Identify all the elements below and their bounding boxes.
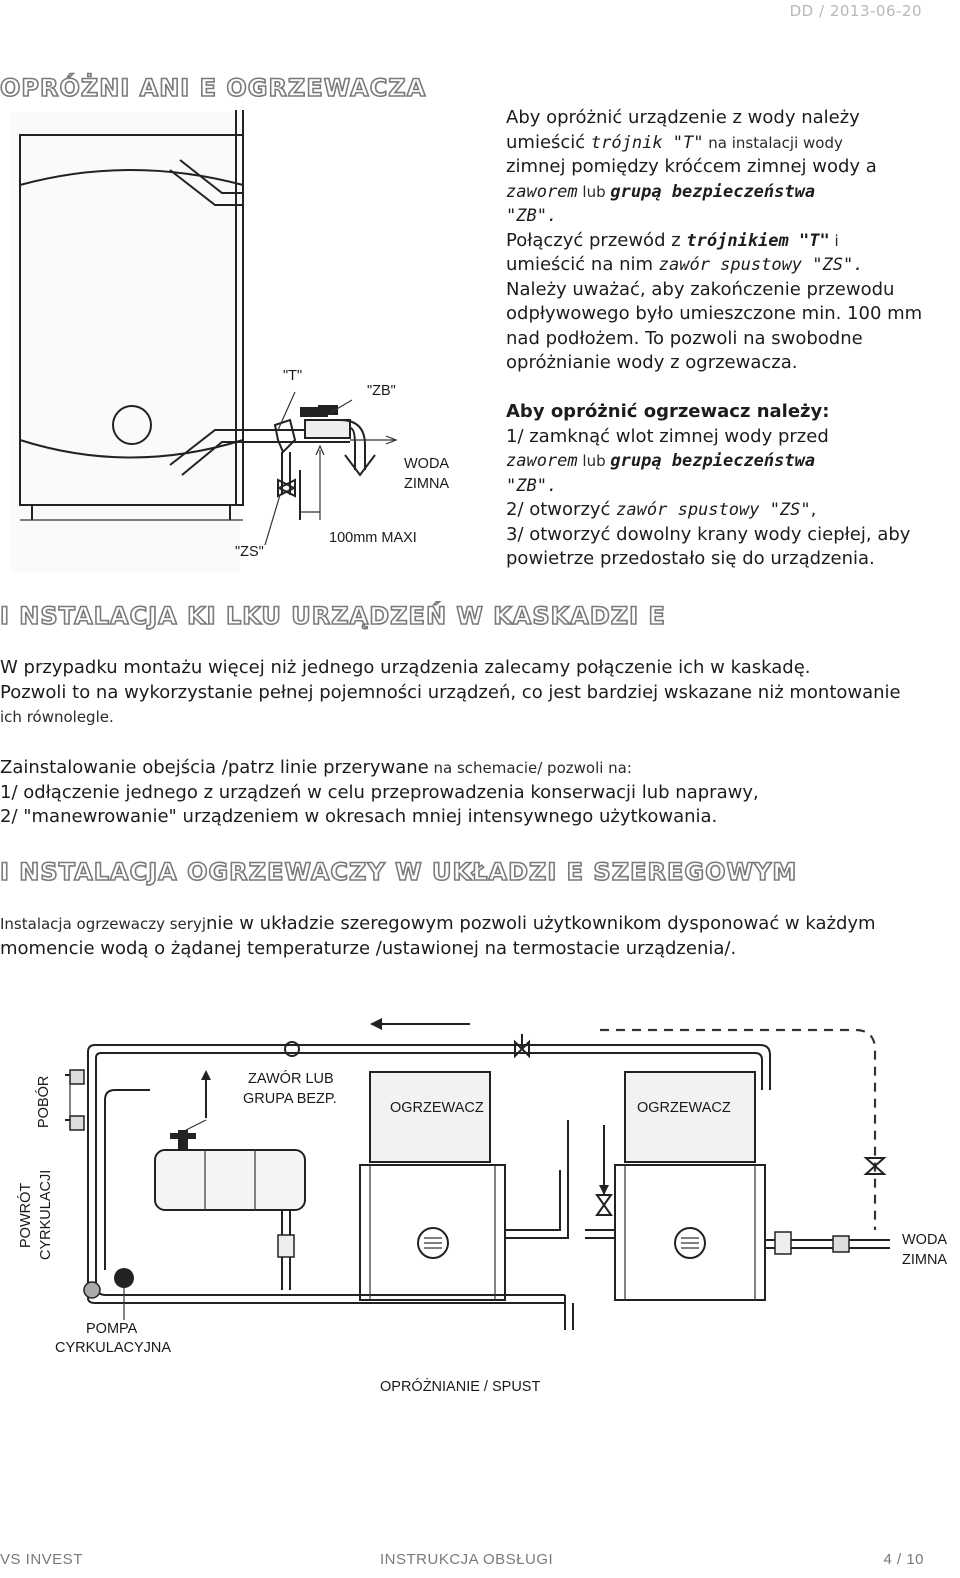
- series-line: nie w układzie szeregowym pozwoli użytkownikom dysponować w każdym: [206, 913, 876, 934]
- label-tee: "T": [283, 368, 303, 384]
- intro-line: zimnej pomiędzy króćcem zimnej wody a: [506, 156, 877, 177]
- intro-line: Należy uważać, aby zakończenie przewodu: [506, 278, 895, 300]
- step-1: 1/ zamknąć wlot zimnej wody przed: [506, 425, 829, 447]
- label-safety-group: "ZB": [367, 383, 396, 399]
- series-line: momencie wodą o żądanej temperaturze /ustawionej na termostacie urządzenia/.: [0, 937, 737, 959]
- step-3-cont: powietrze przedostało się do urządzenia.: [506, 548, 875, 569]
- label-powrot-2: CYRKULACJI: [38, 1169, 54, 1260]
- label-drain-valve: "ZS": [235, 544, 264, 560]
- section-heading-draining: OPRÓŻNI ANI E OGRZEWACZA: [0, 74, 427, 102]
- label-pobor: POBÓR: [36, 1075, 52, 1128]
- step-text: ,: [810, 499, 817, 520]
- step-3: 3/ otworzyć dowolny krany wody ciepłej, aby: [506, 523, 911, 545]
- series-text: [0, 912, 876, 961]
- step-term-zb: "ZB".: [506, 475, 558, 496]
- bypass-text: [0, 756, 759, 830]
- intro-line: umieścić: [506, 131, 591, 153]
- step-term-safety-group: grupą bezpieczeństwa: [610, 451, 816, 471]
- step-text: lub: [577, 452, 611, 470]
- steps-title: Aby opróżnić ogrzewacz należy:: [506, 401, 830, 422]
- intro-term-tee: trójnikiem "T": [686, 230, 830, 251]
- intro-line: umieścić na nim: [506, 254, 659, 275]
- bypass-item-1: 1/ odłączenie jednego z urządzeń w celu przeprowadzenia konserwacji lub naprawy,: [0, 781, 759, 803]
- label-heater-1: OGRZEWACZ: [390, 1100, 484, 1116]
- footer-page-number: 4 / 10: [883, 1551, 924, 1568]
- section-heading-series: I NSTALACJA OGRZEWACZY W UKŁADZI E SZEREGOWYM: [0, 858, 798, 886]
- bypass-item-2: 2/ "manewrowanie" urządzeniem w okresach mniej intensywnego użytkowania.: [0, 806, 718, 827]
- label-cold-water-1: WODA: [404, 456, 450, 472]
- label-cold-water-2: ZIMNA: [404, 476, 450, 492]
- bypass-line: Zainstalowanie obejścia /patrz linie przerywane: [0, 757, 429, 778]
- footer-doc-title: INSTRUKCJA OBSŁUGI: [380, 1551, 554, 1568]
- step-term-drain-valve: zawór spustowy "ZS": [616, 500, 811, 520]
- intro-line: i: [829, 231, 839, 250]
- series-line: Instalacja ogrzewaczy seryj: [0, 915, 207, 933]
- intro-term-zb: "ZB".: [506, 206, 558, 226]
- intro-term-safety-group: grupą bezpieczeństwa: [610, 181, 816, 202]
- cascade-text: [0, 656, 901, 730]
- intro-line: opróżnianie wody z ogrzewacza.: [506, 352, 798, 373]
- series-installation-diagram: [0, 1000, 960, 1420]
- cascade-line: Pozwoli to na wykorzystanie pełnej pojemności urządzeń, co jest bardziej wskazane niż montowanie: [0, 681, 901, 703]
- label-powrot-1: POWRÓT: [18, 1182, 34, 1248]
- draining-steps: [506, 400, 910, 572]
- footer-company: VS INVEST: [0, 1551, 83, 1568]
- intro-line: nad podłożem. To pozwoli na swobodne: [506, 327, 863, 349]
- label-cold-water-2: ZIMNA: [902, 1252, 948, 1268]
- intro-line: Połączyć przewód z: [506, 229, 687, 251]
- draining-diagram: [0, 108, 490, 578]
- label-zawor-2: GRUPA BEZP.: [243, 1091, 337, 1107]
- label-drain: OPRÓŻNIANIE / SPUST: [380, 1379, 541, 1395]
- label-heater-2: OGRZEWACZ: [637, 1100, 731, 1116]
- section-heading-cascade: I NSTALACJA KI LKU URZĄDZEŃ W KASKADZI E: [0, 602, 666, 630]
- label-pump-1: POMPA: [86, 1321, 138, 1337]
- cascade-line: W przypadku montażu więcej niż jednego urządzenia zalecamy połączenie ich w kaskadę.: [0, 657, 811, 678]
- step-2: 2/ otworzyć: [506, 499, 617, 520]
- label-100mm: 100mm MAXI: [329, 530, 417, 546]
- bypass-line: na schemacie/ pozwoli na:: [428, 759, 632, 777]
- label-pump-2: CYRKULACYJNA: [55, 1340, 172, 1356]
- intro-line: odpływowego było umieszczone min. 100 mm: [506, 303, 923, 324]
- intro-term-tee: trójnik "T": [590, 132, 704, 153]
- label-zawor-1: ZAWÓR LUB: [248, 1071, 334, 1087]
- intro-line: na instalacji wody: [703, 133, 843, 152]
- step-term-valve: zaworem: [506, 451, 578, 471]
- intro-term-valve: zaworem: [506, 181, 578, 202]
- document-date: DD / 2013-06-20: [789, 2, 922, 20]
- draining-intro-text: [506, 106, 922, 376]
- intro-line: lub: [577, 182, 611, 201]
- cascade-line: ich równolegle.: [0, 708, 114, 726]
- intro-line: Aby opróżnić urządzenie z wody należy: [506, 107, 860, 128]
- label-cold-water-1: WODA: [902, 1232, 948, 1248]
- intro-term-drain-valve: zawór spustowy "ZS".: [658, 255, 864, 275]
